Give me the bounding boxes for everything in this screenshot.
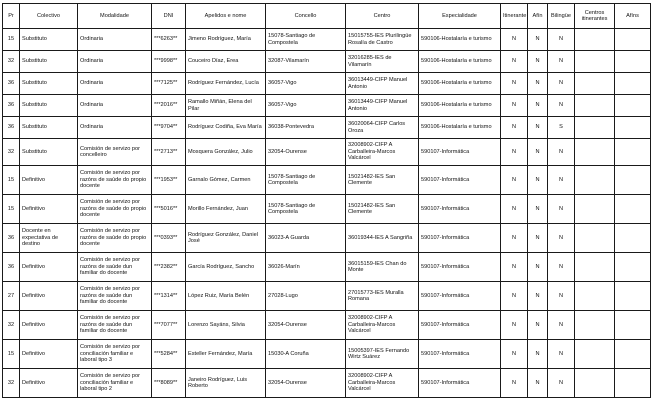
- cell-nome: Morillo Fernández, Juan: [186, 195, 266, 224]
- header-row: [3, 4, 651, 29]
- cell-dni: ***0393**: [152, 224, 186, 253]
- cell-itinerante: N: [501, 311, 528, 340]
- cell-centros-itinerantes: [575, 73, 615, 95]
- table-row: [3, 224, 651, 253]
- cell-pr: 36: [3, 95, 20, 117]
- cell-colectivo: Definitivo: [20, 253, 78, 282]
- cell-especialidade: 590107-Informática: [419, 195, 501, 224]
- cell-dni: ***2382**: [152, 253, 186, 282]
- table-row: [3, 95, 651, 117]
- cell-afins: [615, 311, 651, 340]
- cell-nome: Couceiro Díaz, Erea: [186, 51, 266, 73]
- cell-modalidade: Ordinaria: [78, 117, 152, 139]
- cell-bilingue: N: [548, 195, 575, 224]
- cell-colectivo: Substituto: [20, 51, 78, 73]
- cell-dni: ***5284**: [152, 340, 186, 369]
- cell-concello: 32054-Ourense: [266, 139, 346, 166]
- cell-colectivo: Definitivo: [20, 369, 78, 398]
- cell-centro: 36013449-CIFP Manuel Antonio: [346, 95, 419, 117]
- cell-colectivo: Substituto: [20, 139, 78, 166]
- cell-afins: [615, 51, 651, 73]
- cell-bilingue: N: [548, 282, 575, 311]
- cell-modalidade: Comisión de servizo por razóns de saúde do propio docente: [78, 224, 152, 253]
- cell-afins: [615, 195, 651, 224]
- cell-especialidade: 590106-Hostalaría e turismo: [419, 73, 501, 95]
- table-row: [3, 195, 651, 224]
- cell-pr: 32: [3, 369, 20, 398]
- cell-itinerante: N: [501, 369, 528, 398]
- table-row: [3, 253, 651, 282]
- cell-itinerante: N: [501, 73, 528, 95]
- cell-itinerante: N: [501, 195, 528, 224]
- cell-concello: 32087-Vilamarín: [266, 51, 346, 73]
- cell-itinerante: N: [501, 29, 528, 51]
- cell-centros-itinerantes: [575, 166, 615, 195]
- table-row: [3, 73, 651, 95]
- cell-itinerante: N: [501, 224, 528, 253]
- cell-nome: Rodríguez Fernández, Lucía: [186, 73, 266, 95]
- header-pr: Pr: [3, 4, 20, 29]
- cell-concello: 32054-Ourense: [266, 369, 346, 398]
- cell-centros-itinerantes: [575, 253, 615, 282]
- assignments-table-container: [2, 3, 651, 398]
- cell-especialidade: 590107-Informática: [419, 340, 501, 369]
- cell-afins: [615, 369, 651, 398]
- table-row: [3, 282, 651, 311]
- cell-concello: 15078-Santiago de Compostela: [266, 29, 346, 51]
- cell-dni: ***2713**: [152, 139, 186, 166]
- cell-dni: ***9998**: [152, 51, 186, 73]
- header-afin: Afín: [528, 4, 548, 29]
- cell-pr: 36: [3, 117, 20, 139]
- cell-modalidade: Comisión de servizo por conciliación familiar e laboral tipo 3: [78, 340, 152, 369]
- cell-pr: 36: [3, 73, 20, 95]
- header-itinerante: Itinerante: [501, 4, 528, 29]
- cell-especialidade: 590107-Informática: [419, 166, 501, 195]
- cell-pr: 15: [3, 340, 20, 369]
- cell-centros-itinerantes: [575, 95, 615, 117]
- cell-itinerante: N: [501, 117, 528, 139]
- cell-dni: ***9704**: [152, 117, 186, 139]
- cell-pr: 27: [3, 282, 20, 311]
- cell-bilingue: N: [548, 51, 575, 73]
- header-bilingue: Bilingüe: [548, 4, 575, 29]
- cell-colectivo: Substituto: [20, 73, 78, 95]
- cell-bilingue: S: [548, 117, 575, 139]
- cell-concello: 32054-Ourense: [266, 311, 346, 340]
- table-row: [3, 166, 651, 195]
- cell-afins: [615, 73, 651, 95]
- cell-nome: Ramallo Miñán, Elena del Pilar: [186, 95, 266, 117]
- cell-centro: 32016285-IES de Vilamarín: [346, 51, 419, 73]
- cell-centro: 32008902-CIFP A Carballeira-Marcos Valcárcel: [346, 369, 419, 398]
- cell-afins: [615, 95, 651, 117]
- cell-itinerante: N: [501, 166, 528, 195]
- cell-afin: N: [528, 253, 548, 282]
- cell-nome: Janeiro Rodríguez, Luis Roberto: [186, 369, 266, 398]
- cell-nome: López Ruiz, María Belén: [186, 282, 266, 311]
- cell-especialidade: 590107-Informática: [419, 282, 501, 311]
- cell-colectivo: Definitivo: [20, 282, 78, 311]
- cell-centros-itinerantes: [575, 282, 615, 311]
- cell-centro: 36020064-CIFP Carlos Oroza: [346, 117, 419, 139]
- cell-especialidade: 590106-Hostalaría e turismo: [419, 51, 501, 73]
- cell-colectivo: Docente en expectativa de destino: [20, 224, 78, 253]
- cell-bilingue: N: [548, 369, 575, 398]
- cell-afins: [615, 29, 651, 51]
- cell-afins: [615, 117, 651, 139]
- cell-afins: [615, 282, 651, 311]
- table-row: [3, 51, 651, 73]
- cell-afin: N: [528, 340, 548, 369]
- cell-centros-itinerantes: [575, 224, 615, 253]
- cell-dni: ***5016**: [152, 195, 186, 224]
- cell-especialidade: 590107-Informática: [419, 369, 501, 398]
- cell-modalidade: Comisión de servizo por razóns de saúde do propio docente: [78, 195, 152, 224]
- cell-pr: 36: [3, 253, 20, 282]
- cell-concello: 27028-Lugo: [266, 282, 346, 311]
- cell-especialidade: 590106-Hostalaría e turismo: [419, 29, 501, 51]
- cell-modalidade: Comisión de servizo por razóns de saúde dun familiar do docente: [78, 282, 152, 311]
- cell-modalidade: Comisión de servizo por razóns de saúde dun familiar do docente: [78, 253, 152, 282]
- header-especialidade: Especialidade: [419, 4, 501, 29]
- header-afins: Afíns: [615, 4, 651, 29]
- header-centros-itinerantes: Centros itinerantes: [575, 4, 615, 29]
- cell-pr: 15: [3, 195, 20, 224]
- cell-dni: ***1314**: [152, 282, 186, 311]
- cell-bilingue: N: [548, 224, 575, 253]
- cell-afin: N: [528, 166, 548, 195]
- cell-nome: Lorenzo Sayáns, Silvia: [186, 311, 266, 340]
- cell-modalidade: Comisión de servizo por razóns de saúde do propio docente: [78, 166, 152, 195]
- cell-centro: 36013449-CIFP Manuel Antonio: [346, 73, 419, 95]
- cell-colectivo: Substituto: [20, 117, 78, 139]
- cell-concello: 36023-A Guarda: [266, 224, 346, 253]
- cell-modalidade: Comisión de servizo por razóns de saúde dun familiar do docente: [78, 311, 152, 340]
- cell-centro: 36019344-IES A Sangriña: [346, 224, 419, 253]
- cell-especialidade: 590107-Informática: [419, 139, 501, 166]
- table-row: [3, 117, 651, 139]
- cell-colectivo: Definitivo: [20, 311, 78, 340]
- cell-nome: Esteller Fernández, María: [186, 340, 266, 369]
- cell-pr: 36: [3, 224, 20, 253]
- cell-itinerante: N: [501, 340, 528, 369]
- cell-afin: N: [528, 73, 548, 95]
- cell-especialidade: 590107-Informática: [419, 224, 501, 253]
- cell-centros-itinerantes: [575, 51, 615, 73]
- cell-pr: 15: [3, 29, 20, 51]
- cell-modalidade: Ordinaria: [78, 95, 152, 117]
- cell-centros-itinerantes: [575, 195, 615, 224]
- header-colectivo: Colectivo: [20, 4, 78, 29]
- cell-nome: García Rodríguez, Sancho: [186, 253, 266, 282]
- cell-modalidade: Ordinaria: [78, 51, 152, 73]
- cell-itinerante: N: [501, 253, 528, 282]
- table-row: [3, 369, 651, 398]
- cell-bilingue: N: [548, 253, 575, 282]
- cell-afin: N: [528, 51, 548, 73]
- cell-afins: [615, 139, 651, 166]
- cell-afin: N: [528, 311, 548, 340]
- cell-pr: 32: [3, 51, 20, 73]
- cell-afins: [615, 224, 651, 253]
- table-row: [3, 340, 651, 369]
- cell-afins: [615, 166, 651, 195]
- cell-itinerante: N: [501, 282, 528, 311]
- cell-bilingue: N: [548, 166, 575, 195]
- cell-centros-itinerantes: [575, 369, 615, 398]
- cell-modalidade: Ordinaria: [78, 73, 152, 95]
- cell-concello: 36057-Vigo: [266, 95, 346, 117]
- header-centro: Centro: [346, 4, 419, 29]
- cell-afin: N: [528, 282, 548, 311]
- cell-modalidade: Comisión de servizo por concelleiro: [78, 139, 152, 166]
- header-concello: Concello: [266, 4, 346, 29]
- cell-centros-itinerantes: [575, 139, 615, 166]
- cell-colectivo: Definitivo: [20, 166, 78, 195]
- cell-centros-itinerantes: [575, 29, 615, 51]
- cell-dni: ***7125**: [152, 73, 186, 95]
- header-nome: Apelidos e nome: [186, 4, 266, 29]
- cell-pr: 15: [3, 166, 20, 195]
- cell-centro: 32008902-CIFP A Carballeira-Marcos Valcárcel: [346, 139, 419, 166]
- cell-afin: N: [528, 139, 548, 166]
- cell-itinerante: N: [501, 95, 528, 117]
- cell-nome: Mosquera González, Julio: [186, 139, 266, 166]
- cell-bilingue: N: [548, 29, 575, 51]
- cell-centro: 15005397-IES Fernando Wirtz Suárez: [346, 340, 419, 369]
- cell-especialidade: 590106-Hostalaría e turismo: [419, 95, 501, 117]
- cell-colectivo: Definitivo: [20, 195, 78, 224]
- cell-dni: ***8089**: [152, 369, 186, 398]
- cell-concello: 15078-Santiago de Compostela: [266, 166, 346, 195]
- cell-centro: 27015773-IES Muralla Romana: [346, 282, 419, 311]
- cell-nome: Garnalo Gómez, Carmen: [186, 166, 266, 195]
- cell-centro: 15021482-IES San Clemente: [346, 195, 419, 224]
- cell-centro: 15015755-IES Plurilingüe Rosalía de Castro: [346, 29, 419, 51]
- cell-afin: N: [528, 195, 548, 224]
- table-body: [3, 29, 651, 398]
- cell-nome: Rodríguez Codiña, Eva María: [186, 117, 266, 139]
- cell-concello: 15030-A Coruña: [266, 340, 346, 369]
- cell-afin: N: [528, 29, 548, 51]
- cell-dni: ***6263**: [152, 29, 186, 51]
- cell-pr: 32: [3, 311, 20, 340]
- cell-bilingue: N: [548, 139, 575, 166]
- cell-centro: 15021482-IES San Clemente: [346, 166, 419, 195]
- cell-colectivo: Definitivo: [20, 340, 78, 369]
- table-row: [3, 29, 651, 51]
- cell-concello: 36038-Pontevedra: [266, 117, 346, 139]
- cell-pr: 32: [3, 139, 20, 166]
- table-row: [3, 139, 651, 166]
- cell-concello: 36057-Vigo: [266, 73, 346, 95]
- cell-modalidade: Comisión de servizo por conciliación familiar e laboral tipo 2: [78, 369, 152, 398]
- cell-bilingue: N: [548, 95, 575, 117]
- cell-centro: 36015159-IES Chan do Monte: [346, 253, 419, 282]
- cell-dni: ***2016**: [152, 95, 186, 117]
- cell-colectivo: Substituto: [20, 29, 78, 51]
- cell-nome: Jimeno Rodríguez, María: [186, 29, 266, 51]
- cell-colectivo: Substituto: [20, 95, 78, 117]
- cell-afin: N: [528, 95, 548, 117]
- cell-nome: Rodríguez González, Daniel José: [186, 224, 266, 253]
- cell-afins: [615, 340, 651, 369]
- cell-centros-itinerantes: [575, 340, 615, 369]
- cell-bilingue: N: [548, 340, 575, 369]
- header-dni: DNI: [152, 4, 186, 29]
- cell-afin: N: [528, 369, 548, 398]
- cell-concello: 15078-Santiago de Compostela: [266, 195, 346, 224]
- cell-dni: ***7077**: [152, 311, 186, 340]
- cell-afin: N: [528, 117, 548, 139]
- cell-afin: N: [528, 224, 548, 253]
- cell-especialidade: 590107-Informática: [419, 311, 501, 340]
- cell-bilingue: N: [548, 311, 575, 340]
- cell-afins: [615, 253, 651, 282]
- cell-especialidade: 590106-Hostalaría e turismo: [419, 117, 501, 139]
- cell-itinerante: N: [501, 51, 528, 73]
- cell-concello: 36026-Marín: [266, 253, 346, 282]
- cell-especialidade: 590107-Informática: [419, 253, 501, 282]
- assignments-table: [2, 3, 651, 398]
- cell-itinerante: N: [501, 139, 528, 166]
- cell-centros-itinerantes: [575, 311, 615, 340]
- header-modalidade: Modalidade: [78, 4, 152, 29]
- cell-centro: 32008902-CIFP A Carballeira-Marcos Valcárcel: [346, 311, 419, 340]
- cell-dni: ***1953**: [152, 166, 186, 195]
- table-row: [3, 311, 651, 340]
- cell-centros-itinerantes: [575, 117, 615, 139]
- cell-modalidade: Ordinaria: [78, 29, 152, 51]
- cell-bilingue: N: [548, 73, 575, 95]
